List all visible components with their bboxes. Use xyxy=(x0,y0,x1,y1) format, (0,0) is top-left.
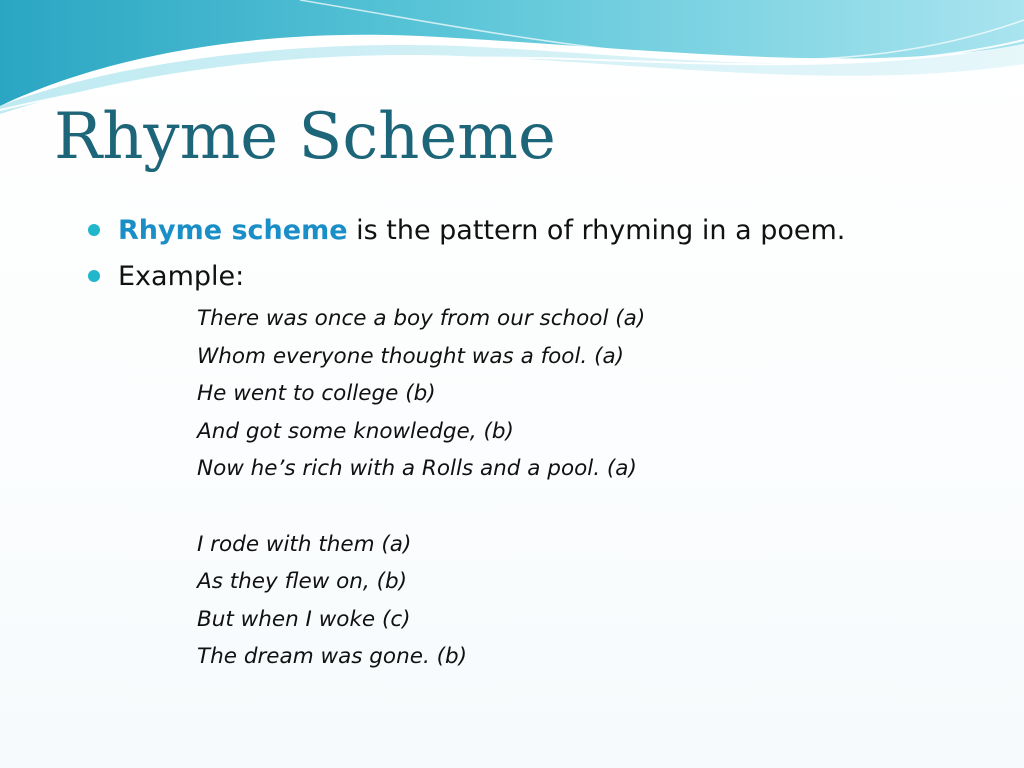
poem-stanza-2 xyxy=(197,526,645,676)
stanza-gap xyxy=(197,488,645,526)
poem-line: As they flew on, (b) xyxy=(197,569,407,594)
bullet-list xyxy=(88,212,988,304)
poem-line: Now he’s rich with a Rolls and a pool. (a) xyxy=(197,456,637,481)
poem-line: The dream was gone. (b) xyxy=(197,644,468,669)
slide-title: Rhyme Scheme xyxy=(54,100,556,174)
poem-example xyxy=(197,300,645,676)
definition-text: is the pattern of rhyming in a poem. xyxy=(347,215,846,246)
bullet-dot-icon xyxy=(88,224,100,236)
poem-line: Whom everyone thought was a fool. (a) xyxy=(197,343,625,369)
bullet-dot-icon xyxy=(88,270,100,282)
key-term: Rhyme scheme xyxy=(118,215,348,246)
example-label: Example: xyxy=(118,261,245,292)
poem-line: But when I woke (c) xyxy=(197,606,411,632)
poem-line: There was once a boy from our school (a) xyxy=(197,306,646,331)
poem-stanza-1 xyxy=(197,300,645,488)
poem-line: I rode with them (a) xyxy=(197,531,412,557)
poem-line: He went to college (b) xyxy=(197,381,436,406)
bullet-definition xyxy=(88,212,988,258)
poem-line: And got some knowledge, (b) xyxy=(197,418,514,444)
bullet-example xyxy=(88,258,988,304)
